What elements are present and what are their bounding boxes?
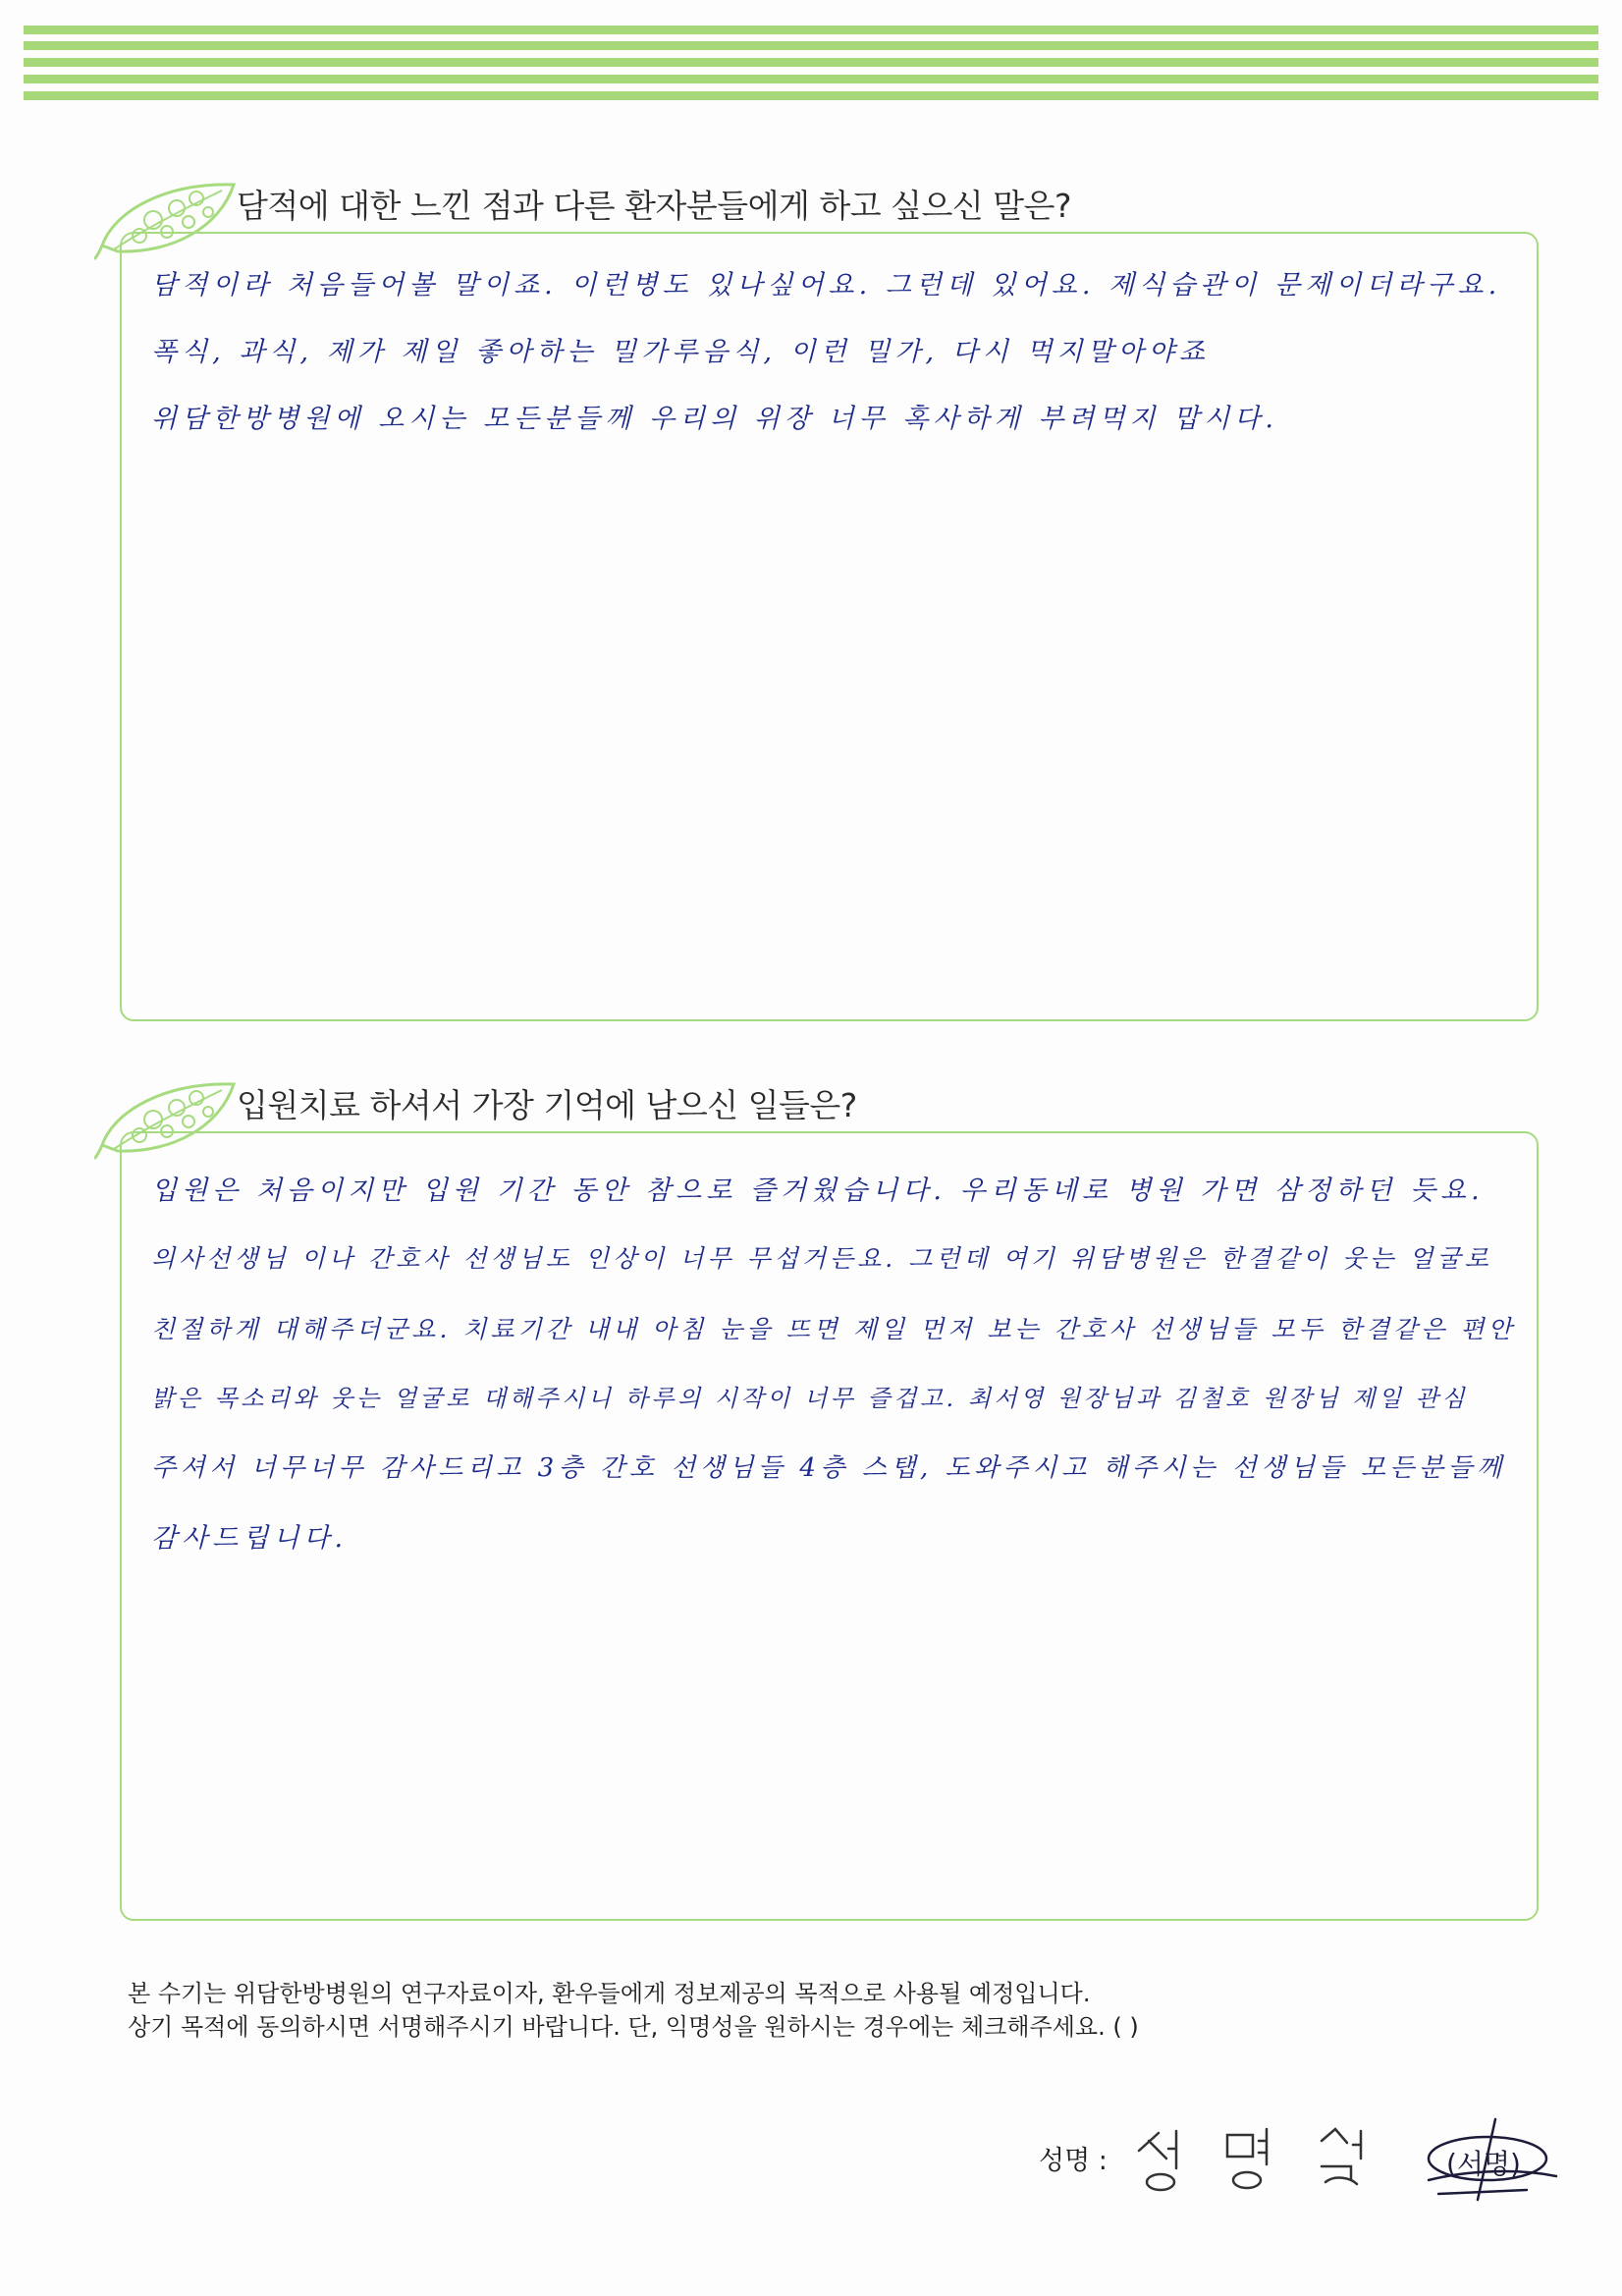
stripe — [24, 91, 1598, 100]
notice-line-2-text: 상기 목적에 동의하시면 서명해주시기 바랍니다. 단, 익명성을 원하시는 경우에는 체크해주세요. — [128, 2013, 1106, 2041]
answer-line: 친절하게 대해주더군요. 치료기간 내내 아침 눈을 뜨면 제일 먼저 보는 간호사 선생님들 모두 한결같은 편안 — [151, 1315, 1516, 1343]
answer-line: 입원은 처음이지만 입원 기간 동안 참으로 즐거웠습니다. 우리동네로 병원 가면 삼정하던 듯요. — [151, 1175, 1485, 1206]
stripe — [24, 75, 1598, 83]
anonymity-checkbox[interactable]: ( ) — [1112, 2013, 1139, 2041]
answer-line: 폭식, 과식, 제가 제일 좋아하는 밀가루음식, 이런 밀가, 다시 먹지말아야죠 — [151, 337, 1210, 367]
signature-label: 성명 : — [1039, 2146, 1108, 2176]
answer-line: 의사선생님 이나 간호사 선생님도 인상이 너무 무섭거든요. 그런데 여기 위담병원은 한결같이 웃는 얼굴로 — [151, 1244, 1492, 1273]
answer-line: 위담한방병원에 오시는 모든분들께 우리의 위장 너무 혹사하게 부려먹지 맙시다. — [151, 404, 1278, 434]
answer-line: 주셔서 너무너무 감사드리고 3층 간호 선생님들 4층 스탭, 도와주시고 해주시는 선생님들 모든분들께 — [151, 1453, 1506, 1483]
signature-mark-text: (서명) — [1446, 2148, 1521, 2180]
section2-answer-box — [120, 1131, 1539, 1921]
section2-question: 입원치료 하셔서 가장 기억에 남으신 일들은? — [237, 1086, 857, 1124]
notice-line-1: 본 수기는 위담한방병원의 연구자료이자, 환우들에게 정보제공의 목적으로 사용될 예정입니다. — [128, 1980, 1091, 2007]
signature-name-handwriting — [1129, 2111, 1394, 2200]
stripe — [24, 58, 1598, 67]
answer-line: 감사드립니다. — [151, 1523, 349, 1554]
stripe — [24, 26, 1598, 34]
signature-mark — [1409, 2111, 1566, 2210]
stripe — [24, 41, 1598, 50]
answer-line: 담적이라 처음들어볼 말이죠. 이런병도 있나싶어요. 그런데 있어요. 제식습관이 문제이더라구요. — [151, 270, 1502, 301]
section1-answer-box — [120, 232, 1539, 1021]
section1-question: 담적에 대한 느낀 점과 다른 환자분들에게 하고 싶으신 말은? — [237, 187, 1072, 225]
notice-line-2 — [128, 2007, 1139, 2042]
answer-line: 밝은 목소리와 웃는 얼굴로 대해주시니 하루의 시작이 너무 즐겁고. 최서영 원장님과 김철호 원장님 제일 관심 — [151, 1385, 1469, 1412]
header-stripes — [24, 26, 1598, 100]
